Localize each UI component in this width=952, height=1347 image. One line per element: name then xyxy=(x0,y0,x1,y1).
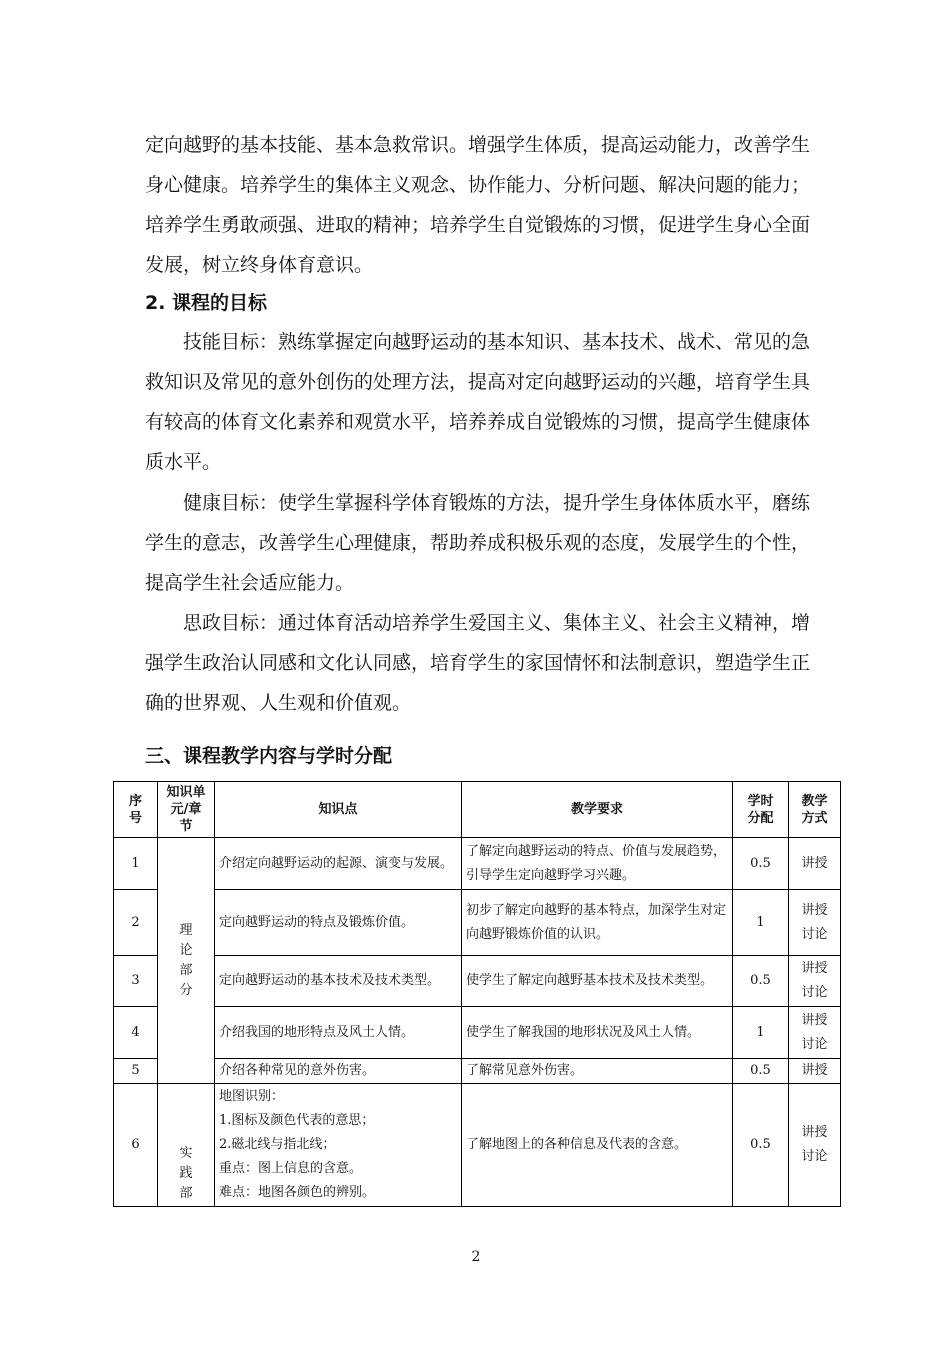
cell-seq: 5 xyxy=(114,1059,158,1084)
paragraph-health-goal: 健康目标：使学生掌握科学体育锻炼的方法，提升学生身体体质水平，磨练学生的意志，改善学生心理健康，帮助养成积极乐观的态度，发展学生的个性，提高学生社会适应能力。 xyxy=(145,492,811,594)
header-requirement: 教学要求 xyxy=(462,782,733,838)
header-seq: 序号 xyxy=(114,782,158,838)
cell-point: 介绍各种常见的意外伤害。 xyxy=(215,1059,462,1084)
cell-requirement: 了解常见意外伤害。 xyxy=(462,1059,733,1084)
cell-method: 讲授讨论 xyxy=(789,890,841,956)
header-knowledge-point: 知识点 xyxy=(215,782,462,838)
table-row xyxy=(114,956,841,1007)
heading-section-3: 三、课程教学内容与学时分配 xyxy=(145,745,393,767)
cell-hours: 0.5 xyxy=(733,1084,789,1207)
table-row xyxy=(114,1007,841,1059)
cell-requirement: 使学生了解我国的地形状况及风土人情。 xyxy=(462,1007,733,1059)
cell-requirement: 初步了解定向越野的基本特点，加深学生对定向越野锻炼价值的认识。 xyxy=(462,890,733,956)
cell-method: 讲授讨论 xyxy=(789,956,841,1007)
paragraph-skill-goal: 技能目标：熟练掌握定向越野运动的基本知识、基本技术、战术、常见的急救知识及常见的意外创伤的处理方法，提高对定向越野运动的兴趣，培育学生具有较高的体育文化素养和观赏水平，培养养成自觉锻炼的习惯，提高学生健康体质水平。 xyxy=(145,331,811,473)
cell-group-practice: 实践部 xyxy=(158,1084,215,1207)
cell-seq: 1 xyxy=(114,838,158,890)
cell-seq: 4 xyxy=(114,1007,158,1059)
cell-hours: 0.5 xyxy=(733,838,789,890)
cell-method: 讲授讨论 xyxy=(789,1007,841,1059)
paragraph-ideology-goal: 思政目标：通过体育活动培养学生爱国主义、集体主义、社会主义精神，增强学生政治认同感和文化认同感，培育学生的家国情怀和法制意识，塑造学生正确的世界观、人生观和价值观。 xyxy=(145,612,811,714)
cell-requirement: 使学生了解定向越野基本技术及技术类型。 xyxy=(462,956,733,1007)
table-row xyxy=(114,890,841,956)
cell-seq: 6 xyxy=(114,1084,158,1207)
cell-method xyxy=(789,1084,841,1207)
cell-method: 讲授 xyxy=(789,1059,841,1084)
table-row xyxy=(114,838,841,890)
cell-requirement: 了解地图上的各种信息及代表的含意。 xyxy=(462,1084,733,1207)
cell-hours: 0.5 xyxy=(733,956,789,1007)
cell-hours: 1 xyxy=(733,1007,789,1059)
header-hours: 学时分配 xyxy=(733,782,789,838)
cell-hours: 0.5 xyxy=(733,1059,789,1084)
cell-hours: 1 xyxy=(733,890,789,956)
point-line: 难点：地图各颜色的辨别。 xyxy=(219,1185,376,1200)
cell-point: 定向越野运动的基本技术及技术类型。 xyxy=(215,956,462,1007)
point-line: 2.磁北线与指北线； xyxy=(219,1137,336,1152)
cell-point: 定向越野运动的特点及锻炼价值。 xyxy=(215,890,462,956)
cell-seq: 2 xyxy=(114,890,158,956)
method-line: 讲授 xyxy=(801,1125,828,1140)
cell-point xyxy=(215,1084,462,1207)
cell-seq: 3 xyxy=(114,956,158,1007)
table-row xyxy=(114,1084,841,1207)
point-line: 重点：图上信息的含意。 xyxy=(219,1161,363,1176)
cell-point: 介绍我国的地形特点及风土人情。 xyxy=(215,1007,462,1059)
table-header-row xyxy=(114,782,841,838)
point-line: 地图识别： xyxy=(219,1089,285,1104)
method-line: 讨论 xyxy=(801,1149,828,1164)
paragraph-course-intro: 定向越野的基本技能、基本急救常识。增强学生体质，提高运动能力，改善学生身心健康。培养学生的集体主义观念、协作能力、分析问题、解决问题的能力；培养学生勇敢顽强、进取的精神；培养学生自觉锻炼的习惯，促进学生身心全面发展，树立终身体育意识。 xyxy=(145,134,811,276)
cell-point: 介绍定向越野运动的起源、演变与发展。 xyxy=(215,838,462,890)
heading-course-goals: 2. 课程的目标 xyxy=(145,292,268,314)
cell-method: 讲授 xyxy=(789,838,841,890)
cell-requirement: 了解定向越野运动的特点、价值与发展趋势，引导学生定向越野学习兴趣。 xyxy=(462,838,733,890)
header-method: 教学方式 xyxy=(789,782,841,838)
cell-group-theory: 理论部分 xyxy=(158,838,215,1084)
point-line: 1.图标及颜色代表的意思； xyxy=(219,1113,375,1128)
table-row xyxy=(114,1059,841,1084)
course-schedule-table xyxy=(113,781,841,1207)
header-unit: 知识单元/章节 xyxy=(158,782,215,838)
page-number: 2 xyxy=(471,1249,481,1265)
